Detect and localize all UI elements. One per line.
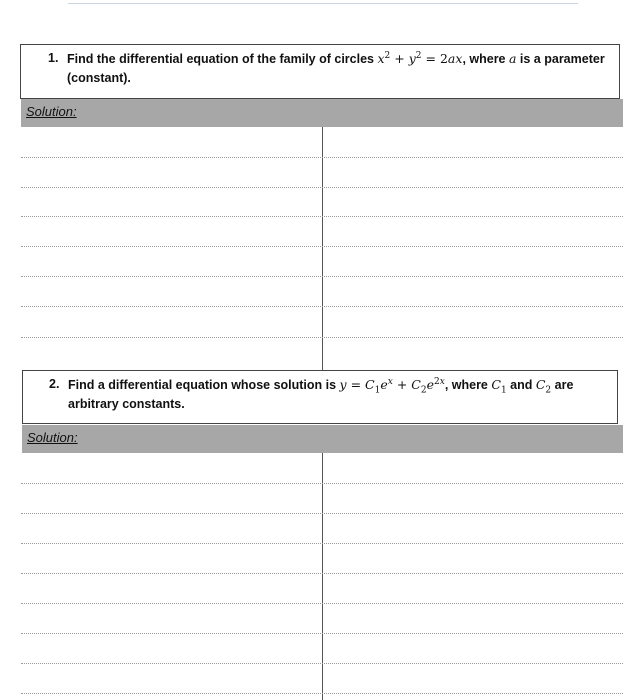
solution-2-label: Solution:: [27, 430, 78, 445]
question-2-box: [22, 370, 618, 424]
question-1-text-start: Find the differential equation of the family of circles: [67, 52, 378, 66]
question-1-param: a: [508, 51, 517, 66]
question-2-number: 2.: [49, 377, 60, 391]
question-2-equation: $y = C_1e^x + C_2e^{2x}$: [339, 376, 445, 396]
question-1-number: 1.: [48, 51, 59, 65]
question-1-text-end: is a parameter (constant).: [67, 52, 605, 85]
question-2-text-and: and: [506, 378, 536, 392]
solution-2-header: [22, 425, 623, 453]
question-2-text-mid: , where: [444, 378, 492, 392]
solution-1-rule: [21, 246, 623, 247]
solution-2-rule: [21, 543, 623, 544]
solution-1-rule: [21, 216, 623, 217]
solution-2-rule: [21, 693, 623, 694]
solution-2-rule: [21, 663, 623, 664]
solution-2-rule: [21, 633, 623, 634]
question-1-box: [20, 44, 620, 99]
solution-2-rule: [21, 513, 623, 514]
solution-1-rule: [21, 337, 623, 338]
solution-1-rule: [21, 187, 623, 188]
question-1-text-mid: , where: [462, 52, 509, 66]
question-2-c1: $C_1$: [491, 377, 507, 396]
solution-1-header: [21, 99, 623, 127]
solution-1-rule: [21, 306, 623, 307]
solution-2-rule: [21, 573, 623, 574]
question-2-text-end: are arbitrary constants.: [68, 378, 574, 411]
question-1-equation: $x^2 + y^2 = 2ax$: [377, 50, 463, 66]
solution-1-rule: [21, 157, 623, 158]
solution-1-rule: [21, 276, 623, 277]
solution-1-label: Solution:: [26, 104, 77, 119]
solution-2-rule: [21, 603, 623, 604]
question-2-text-start: Find a differential equation whose solution is: [68, 378, 340, 392]
solution-2-rule: [21, 483, 623, 484]
solution-1-divider: [322, 127, 323, 370]
top-rule: [68, 3, 578, 4]
question-2-c2: $C_2$: [535, 377, 552, 396]
